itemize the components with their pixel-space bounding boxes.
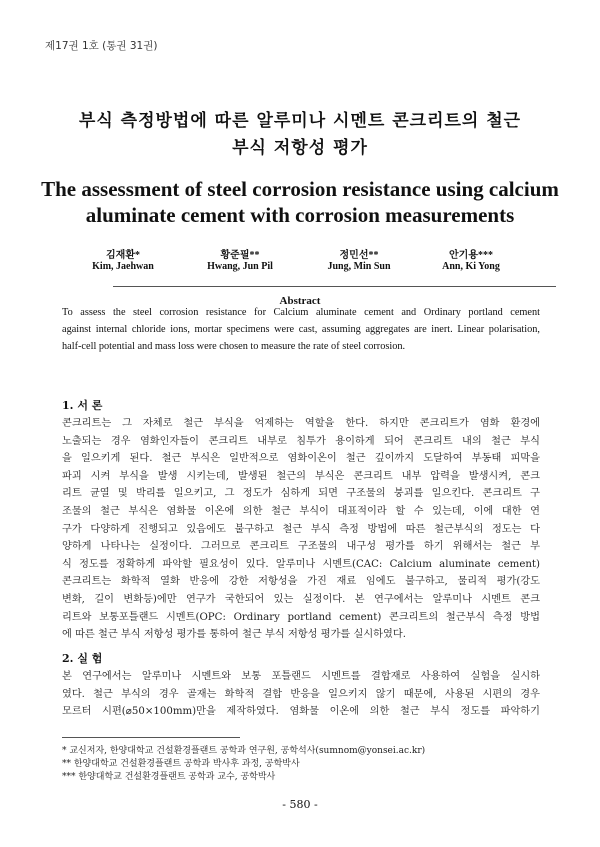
author-3: 정민선** Jung, Min Sun xyxy=(327,250,391,272)
body-line: 본 연구에서는 알루미나 시멘트와 보통 포틀랜드 시멘트를 결합재로 사용하여 실험을 실시하 xyxy=(62,671,540,682)
footnote: * 교신저자, 한양대학교 건설환경플랜트 공학과 연구원, 공학석사(sumnom@yonsei.ac.kr) ** 한양대학교 건설환경플랜트 공학과 박사후 과정, 공학박사 *** 한양대학교 건설환경플랜트 공학과 교수, 공학박사 xyxy=(62,746,426,782)
body-line: 구가 다양하게 진행되고 있음에도 불구하고 철근 부식 측정 방법에 따른 철근부식의 정도는 다 xyxy=(62,523,540,535)
divider xyxy=(113,286,556,287)
korean-title-line-1: 부식 측정방법에 따른 알루미나 시멘트 콘크리트의 철근 xyxy=(78,111,522,131)
body-line: 리트 균열 및 박리를 일으키고, 그 정도가 심하게 되면 구조물의 붕괴를 일으킨다. 콘크리트 구 xyxy=(62,488,540,500)
body-line: 였다. 철근 부식의 경우 골재는 화학적 결합 반응을 일으키지 않기 때문에, 사용된 시편의 경우 xyxy=(62,688,540,700)
body-line: 파괴 시켜 부식을 발생 시키는데, 발생된 철근의 부식은 콘크리트 내부 압력을 발생시켜, 콘크 xyxy=(62,470,540,482)
body-line: 노출되는 경우 염화인자들이 콘크리트 내부로 침투가 용이하게 되어 콘크리트 내의 철근 부식 xyxy=(62,435,540,447)
abstract-line: To assess the steel corrosion resistance for Calcium aluminate cement and Ordinary portland cement xyxy=(62,307,540,318)
abstract-heading: Abstract xyxy=(279,295,321,307)
english-title-line-1: The assessment of steel corrosion resistance using calcium xyxy=(41,177,559,201)
author-2: 황준필** Hwang, Jun Pil xyxy=(207,250,273,272)
author-1: 김재환* Kim, Jaehwan xyxy=(92,250,154,272)
footnote-divider xyxy=(62,737,240,738)
body-line: 조물의 철근 부식은 염화물 이온에 의한 철근 부식이 대표적이라 할 수 있는데, 이에 대한 연 xyxy=(62,505,540,517)
body-line: 콘크리트는 화학적 열화 반응에 강한 저항성을 가진 재료 임에도 불구하고, 물리적 평가(강도 xyxy=(62,576,540,588)
body-line: 을 일으키게 된다. 철근 부식은 일반적으로 염화이온이 철근 깊이까지 도달하여 부동태 피막을 xyxy=(62,453,540,465)
body-line: 모르터 시편(⌀50×100mm)만을 제작하였다. 염화물 이온에 의한 철근 부식 정도를 파악하기 xyxy=(62,706,540,718)
abstract-line: against internal chloride ions, mortar specimens were cast, assuming aggregates are inert. Linear polarisation, xyxy=(62,324,540,335)
page-number: - 580 - xyxy=(282,798,318,811)
body-line: 양하게 나타나는 실정이다. 그러므로 콘크리트 구조물의 내구성 평가를 하기 위해서는 철근 부 xyxy=(62,541,540,553)
section-2-heading: 2. 실 험 xyxy=(62,652,103,665)
body-line: 식 정도를 정확하게 파악할 필요성이 있다. 알루미나 시멘트(CAC: Calcium aluminate cement) xyxy=(62,558,540,570)
section-2-body xyxy=(62,668,540,721)
section-1-heading: 1. 서 론 xyxy=(62,399,103,412)
body-line: 콘크리트는 그 자체로 철근 부식을 억제하는 역할을 한다. 하지만 콘크리트가 염화 환경에 xyxy=(62,418,540,429)
korean-title-line-2: 부식 저항성 평가 xyxy=(232,138,368,158)
journal-header: 제17권 1호 (통권 31권) xyxy=(45,40,158,52)
english-title-line-2: aluminate cement with corrosion measurements xyxy=(85,203,515,227)
body-line: 리트와 보통포틀랜드 시멘트(OPC: Ordinary portland cement) 콘크리트의 철근부식 측정 방법 xyxy=(62,611,540,623)
section-1-body xyxy=(62,415,540,644)
body-line: 변화, 길이 변화등)에만 연구가 국한되어 있는 실정이다. 본 연구에서는 알루미나 시멘트 콘크 xyxy=(62,593,540,605)
abstract-line: half-cell potential and mass loss were chosen to measure the rate of steel corrosion. xyxy=(62,341,406,352)
author-4: 안기용*** Ann, Ki Yong xyxy=(442,250,500,272)
body-line: 에 따른 철근 부식 저항성 평가를 통하여 철근 부식 저항성 평가를 실시하였다. xyxy=(62,629,406,641)
